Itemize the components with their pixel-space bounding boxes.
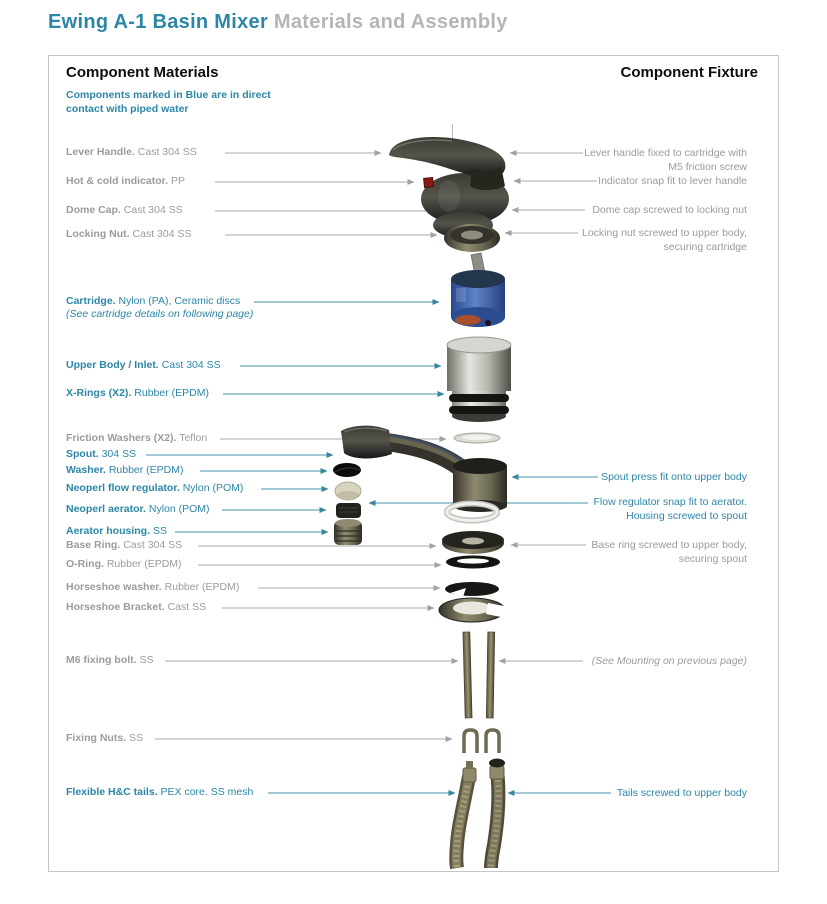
material-label-cartridge: Cartridge. Nylon (PA), Ceramic discs (See cartridge details on following page) <box>66 295 254 320</box>
material-label-flexible-tails: Flexible H&C tails. PEX core. SS mesh <box>66 786 254 798</box>
material-label-base-ring: Base Ring. Cast 304 SS <box>66 539 183 551</box>
materials-column-header: Component Materials <box>66 64 219 81</box>
fixture-note-locking-nut: Locking nut screwed to upper body, securing cartridge <box>582 227 747 253</box>
fixture-note-base-ring: Base ring screwed to upper body, securing spout <box>591 539 747 565</box>
material-label-flow-regulator: Neoperl flow regulator. Nylon (POM) <box>66 482 244 494</box>
page-title-primary: Ewing A-1 Basin Mixer <box>48 11 269 33</box>
fixture-note-tails: Tails screwed to upper body <box>616 787 747 799</box>
part-cartridge <box>451 253 505 327</box>
part-hot-cold-indicator <box>424 177 434 187</box>
blue-contact-note: Components marked in Blue are in direct contact with piped water <box>66 89 271 115</box>
material-label-aerator-housing: Aerator housing. SS <box>66 525 167 537</box>
fixture-note-mounting-reference: (See Mounting on previous page) <box>591 655 747 667</box>
fixture-note-spout: Spout press fit onto upper body <box>601 471 747 483</box>
material-label-lever-handle: Lever Handle. Cast 304 SS <box>66 146 197 158</box>
material-label-fixing-nuts: Fixing Nuts. SS <box>66 732 144 744</box>
part-friction-washer <box>454 433 500 443</box>
material-label-m6-fixing-bolt: M6 fixing bolt. SS <box>66 654 154 666</box>
part-locking-nut <box>444 224 500 252</box>
material-label-locking-nut: Locking Nut. Cast 304 SS <box>66 228 192 240</box>
material-label-hot-cold-indicator: Hot & cold indicator. PP <box>66 175 186 187</box>
part-washer <box>333 463 361 477</box>
part-seal-ring <box>447 504 497 521</box>
part-flexible-tails <box>456 759 505 869</box>
part-flow-regulator <box>335 482 361 500</box>
part-aerator <box>336 503 361 518</box>
material-label-dome-cap: Dome Cap. Cast 304 SS <box>66 204 183 216</box>
material-label-upper-body: Upper Body / Inlet. Cast 304 SS <box>66 359 221 371</box>
material-label-spout: Spout. 304 SS <box>66 448 137 460</box>
material-label-o-ring: O-Ring. Rubber (EPDM) <box>66 558 182 570</box>
material-label-horseshoe-bracket: Horseshoe Bracket. Cast SS <box>66 601 207 613</box>
fixture-note-indicator: Indicator snap fit to lever handle <box>598 175 747 187</box>
material-label-friction-washers: Friction Washers (X2). Teflon <box>66 432 208 444</box>
fixture-column-header: Component Fixture <box>620 64 758 81</box>
part-o-ring <box>446 556 500 569</box>
part-m6-bolts <box>463 632 495 718</box>
part-base-ring <box>442 531 504 554</box>
cartridge-detail-note: (See cartridge details on following page) <box>66 308 254 320</box>
page-title-secondary: Materials and Assembly <box>273 11 508 33</box>
fixture-note-flow-regulator: Flow regulator snap fit to aerator. Housing screwed to spout <box>593 496 747 522</box>
leader-lines <box>146 153 611 793</box>
fixture-note-dome-cap: Dome cap screwed to locking nut <box>592 204 747 216</box>
material-label-washer: Washer. Rubber (EPDM) <box>66 464 184 476</box>
fixture-note-lever-handle: Lever handle fixed to cartridge with M5 friction screw <box>584 147 747 173</box>
part-horseshoe-washer <box>445 582 499 597</box>
part-horseshoe-bracket <box>439 598 510 622</box>
material-label-x-rings: X-Rings (X2). Rubber (EPDM) <box>66 387 209 399</box>
material-label-horseshoe-washer: Horseshoe washer. Rubber (EPDM) <box>66 581 240 593</box>
part-aerator-housing <box>334 519 362 545</box>
material-label-aerator: Neoperl aerator. Nylon (POM) <box>66 503 210 515</box>
part-fixing-nuts <box>464 730 499 753</box>
